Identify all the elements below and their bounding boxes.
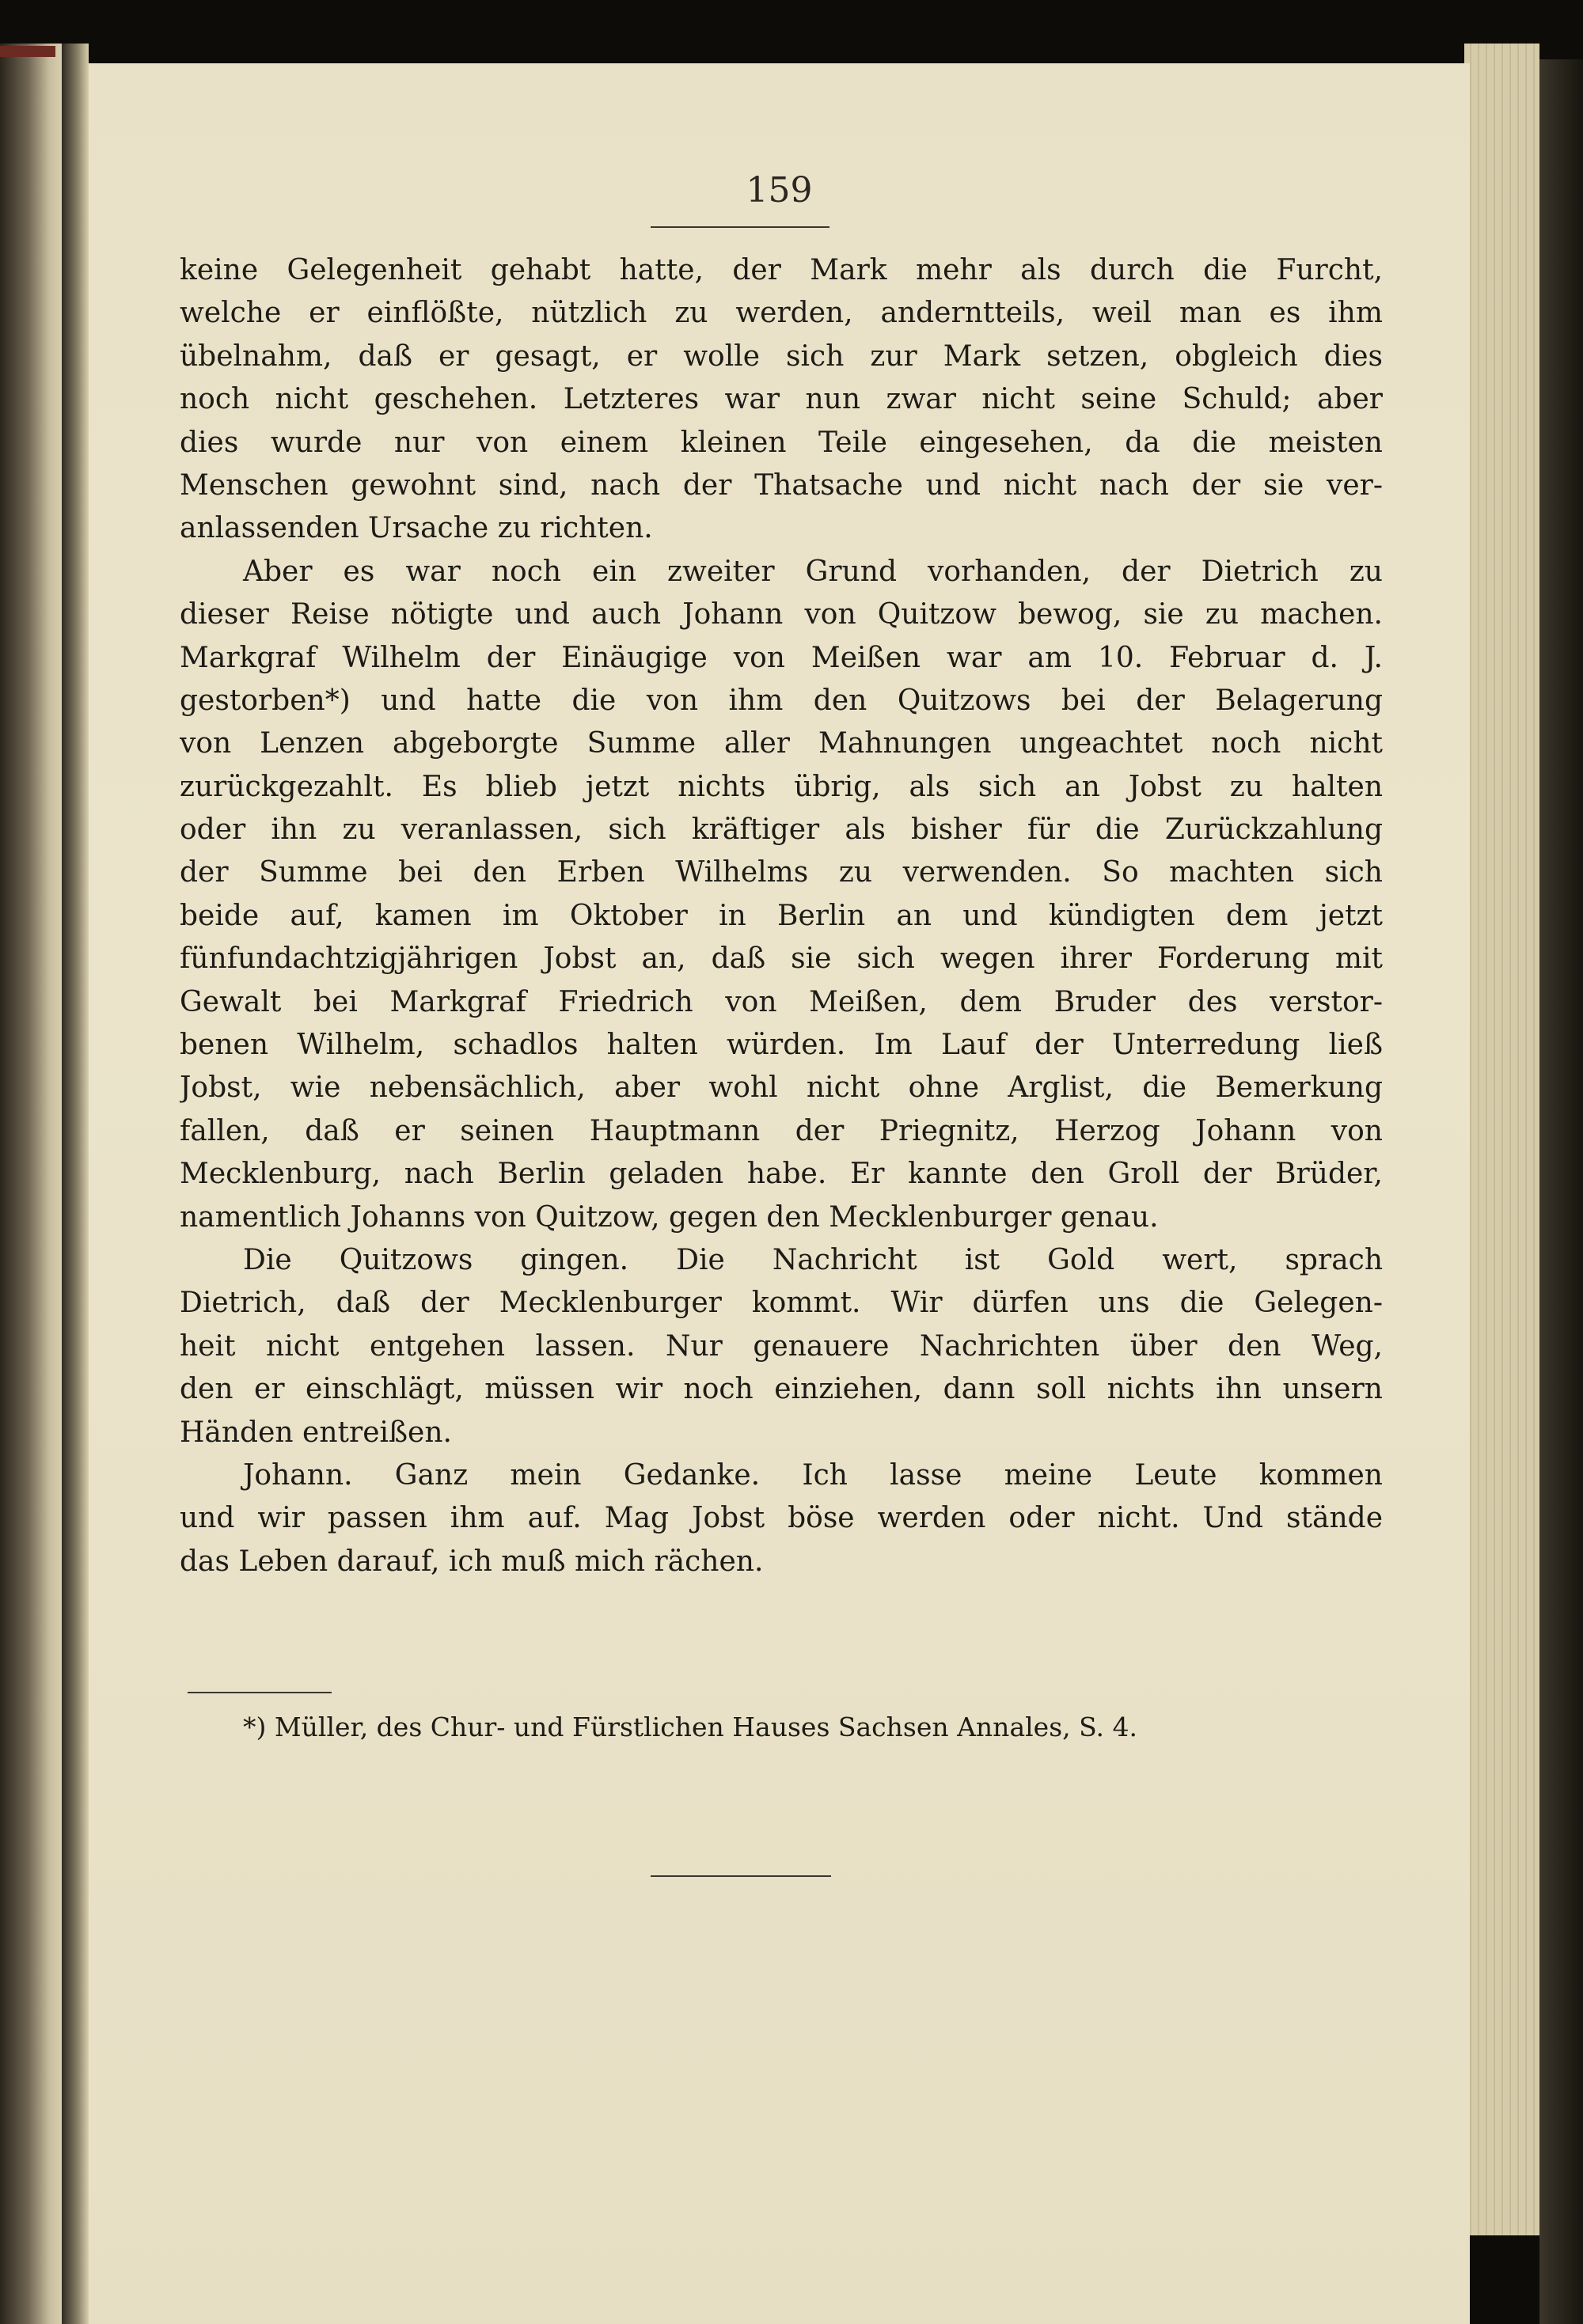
footnote: *) Müller, des Chur- und Fürstlichen Hauses Sachsen Annales, S. 4. (243, 1712, 1138, 1742)
text-line: namentlich Johanns von Quitzow, gegen den Mecklenburger genau. (180, 1200, 1159, 1234)
text-line: dieser Reise nötigte und auch Johann von Quitzow bewog, sie zu machen. (180, 598, 1383, 631)
text-line: das Leben darauf, ich muß mich rächen. (180, 1545, 764, 1578)
text-line: fünfundachtzigjährigen Jobst an, daß sie sich wegen ihrer Forderung mit (180, 942, 1383, 976)
text-line: Mecklenburg, nach Berlin geladen habe. Er kannte den Groll der Brüder, (180, 1158, 1383, 1191)
page-stack-edge (1464, 44, 1539, 2235)
text-line: von Lenzen abgeborgte Summe aller Mahnungen ungeachtet noch nicht (180, 727, 1383, 760)
body-text (180, 249, 1383, 1583)
gutter-shadow (62, 44, 89, 2324)
text-line: anlassenden Ursache zu richten. (180, 512, 653, 545)
text-line: den er einschlägt, müssen wir noch einziehen, dann soll nichts ihn unsern (180, 1373, 1383, 1406)
text-line: übelnahm, daß er gesagt, er wolle sich zur Mark setzen, obgleich dies (180, 339, 1383, 373)
text-line: heit nicht entgehen lassen. Nur genauere Nachrichten über den Weg, (180, 1329, 1383, 1363)
text-line: fallen, daß er seinen Hauptmann der Priegnitz, Herzog Johann von (180, 1114, 1383, 1147)
text-line: beide auf, kamen im Oktober in Berlin an und kündigten dem jetzt (180, 899, 1383, 932)
book-page (89, 63, 1470, 2324)
text-line: Dietrich, daß der Mecklenburger kommt. Wir dürfen uns die Gelegen- (180, 1287, 1383, 1320)
text-line: Aber es war noch ein zweiter Grund vorhanden, der Dietrich zu (243, 555, 1383, 588)
text-line: Johann. Ganz mein Gedanke. Ich lasse meine Leute kommen (243, 1458, 1383, 1492)
text-line: noch nicht geschehen. Letzteres war nun zwar nicht seine Schuld; aber (180, 383, 1383, 416)
end-rule (651, 1875, 831, 1877)
bookmark-ribbon (0, 46, 55, 57)
text-line: gestorben*) und hatte die von ihm den Quitzows bei der Belagerung (180, 684, 1383, 717)
text-line: zurückgezahlt. Es blieb jetzt nichts übrig, als sich an Jobst zu halten (180, 770, 1383, 803)
text-line: der Summe bei den Erben Wilhelms zu verwenden. So machten sich (180, 856, 1383, 889)
previous-page-edge (0, 44, 62, 2324)
text-line: Jobst, wie nebensächlich, aber wohl nicht ohne Arglist, die Bemerkung (180, 1071, 1383, 1105)
text-line: Markgraf Wilhelm der Einäugige von Meißen war am 10. Februar d. J. (180, 641, 1383, 674)
footnote-rule (188, 1692, 332, 1693)
book-cover-edge (1539, 59, 1583, 2324)
text-line: und wir passen ihm auf. Mag Jobst böse werden oder nicht. Und stände (180, 1502, 1383, 1535)
text-line: welche er einflößte, nützlich zu werden, anderntteils, weil man es ihm (180, 297, 1383, 330)
text-line: Menschen gewohnt sind, nach der Thatsache und nicht nach der sie ver- (180, 468, 1383, 502)
page-number: 159 (746, 170, 813, 210)
header-rule (651, 226, 829, 228)
text-line: Händen entreißen. (180, 1416, 452, 1449)
text-line: Die Quitzows gingen. Die Nachricht ist Gold wert, sprach (243, 1243, 1383, 1276)
text-line: benen Wilhelm, schadlos halten würden. Im Lauf der Unterredung ließ (180, 1029, 1383, 1062)
text-line: dies wurde nur von einem kleinen Teile eingesehen, da die meisten (180, 426, 1383, 459)
text-line: Gewalt bei Markgraf Friedrich von Meißen, dem Bruder des verstor- (180, 985, 1383, 1018)
text-line: keine Gelegenheit gehabt hatte, der Mark mehr als durch die Furcht, (180, 254, 1383, 286)
text-line: oder ihn zu veranlassen, sich kräftiger als bisher für die Zurückzahlung (180, 813, 1383, 847)
